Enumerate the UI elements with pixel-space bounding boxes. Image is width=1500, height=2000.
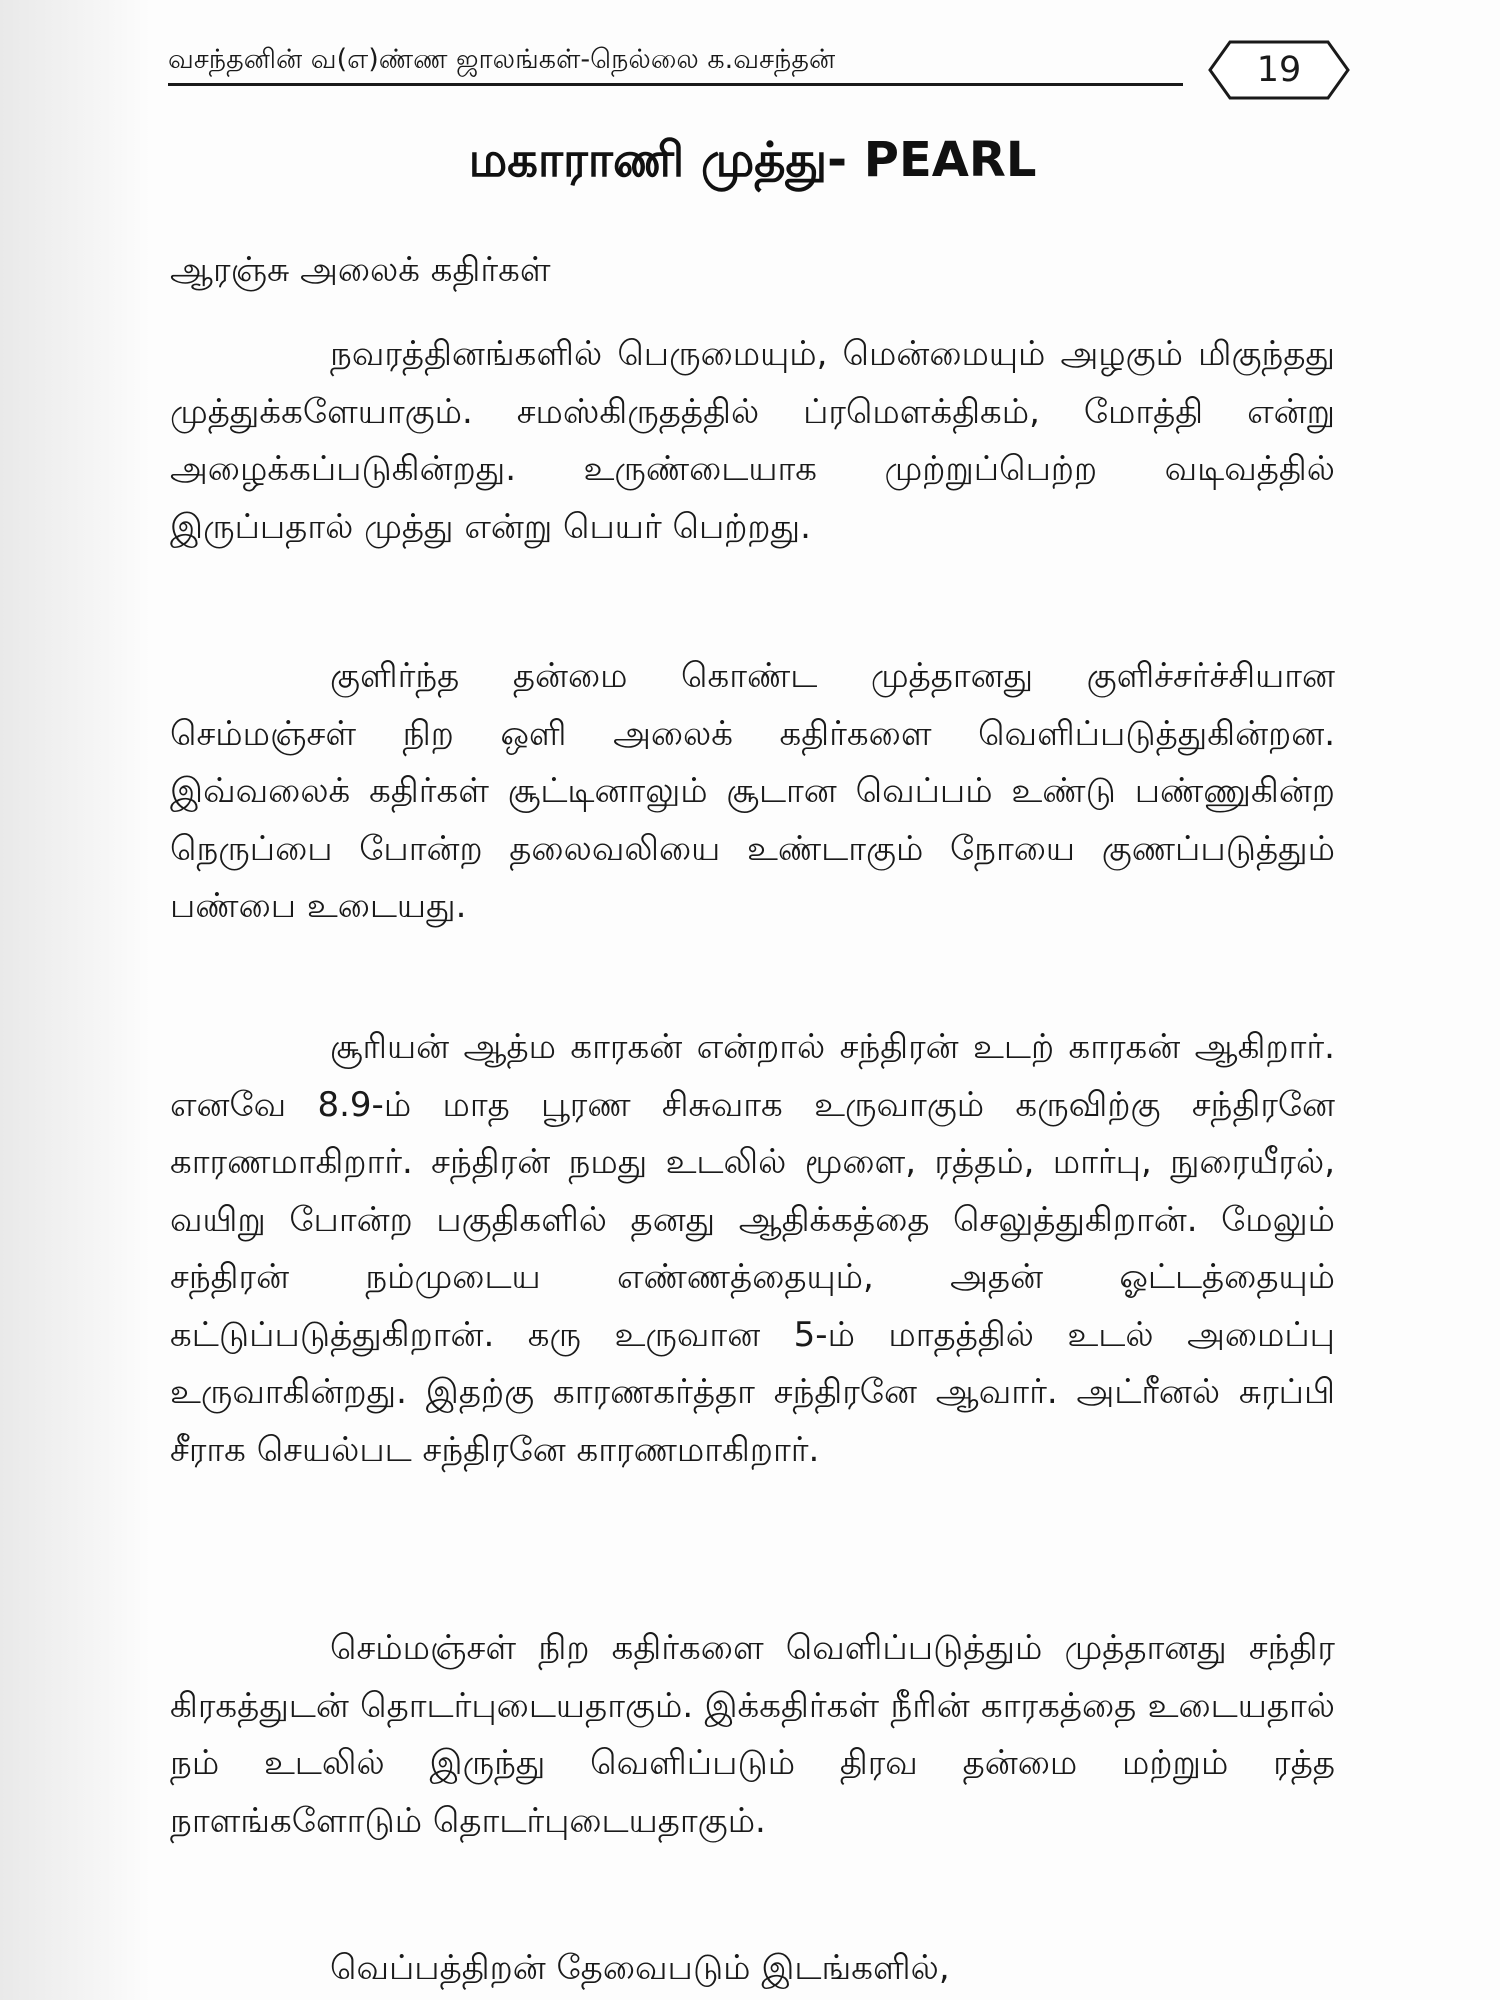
paragraph: குளிர்ந்த தன்மை கொண்ட முத்தானது குளிச்சர்ச்சியான செம்மஞ்சள் நிற ஒளி அலைக் கதிர்களை வெளிப்படுத்துகின்றன. இவ்வலைக் கதிர்கள் சூட்டினாலும் சூடான வெப்பம் உண்டு பண்ணுகின்ற நெருப்பை போன்ற தலைவலியை உண்டாகும் நோயை குணப்படுத்தும் பண்பை உடையது. [170,656,1335,926]
paragraph: சூரியன் ஆத்ம காரகன் என்றால் சந்திரன் உடற் காரகன் ஆகிறார். எனவே 8.9-ம் மாத பூரண சிசுவாக உருவாகும் கருவிற்கு சந்திரனே காரணமாகிறார். சந்திரன் நமது உடலில் மூளை, ரத்தம், மார்பு, நுரையீரல், வயிறு போன்ற பகுதிகளில் தனது ஆதிக்கத்தை செலுத்துகிறான். மேலும் சந்திரன் நம்முடைய எண்ணத்தையும், அதன் ஓட்டத்தையும் கட்டுப்படுத்துகிறான். கரு உருவான 5-ம் மாதத்தில் உடல் அமைப்பு உருவாகின்றது. இதற்கு காரணகர்த்தா சந்திரனே ஆவார். அட்ரீனல் சுரப்பி சீராக செயல்பட சந்திரனே காரணமாகிறார். [170,1027,1335,1470]
paragraph: வெப்பத்திறன் தேவைபடும் இடங்களில், [330,1948,950,1988]
paragraph: செம்மஞ்சள் நிற கதிர்களை வெளிப்படுத்தும் முத்தானது சந்திர கிரகத்துடன் தொடர்புடையதாகும். இக்கதிர்கள் நீரின் காரகத்தை உடையதால் நம் உடலில் இருந்து வெளிப்படும் திரவ தன்மை மற்றும் ரத்த நாளங்களோடும் தொடர்புடையதாகும். [170,1628,1335,1841]
running-title: வசந்தனின் வ(எ)ண்ண ஜாலங்கள்-நெல்லை க.வசந்தன் [168,44,836,75]
running-header [168,40,1348,100]
chapter-title: மகாராணி முத்து- PEARL [468,132,1037,188]
page-gutter-shadow [0,0,150,2000]
paragraph: நவரத்தினங்களில் பெருமையும், மென்மையும் அழகும் மிகுந்தது முத்துக்களேயாகும். சமஸ்கிருதத்தில் ப்ரமௌக்திகம், மோத்தி என்று அழைக்கப்படுகின்றது. உருண்டையாக முற்றுப்பெற்ற வடிவத்தில் இருப்பதால் முத்து என்று பெயர் பெற்றது. [170,334,1335,547]
header-rule [168,83,1183,86]
page-number-badge [1208,40,1350,100]
section-heading: ஆரஞ்சு அலைக் கதிர்கள் [170,250,551,290]
page-number: 19 [1256,50,1302,90]
